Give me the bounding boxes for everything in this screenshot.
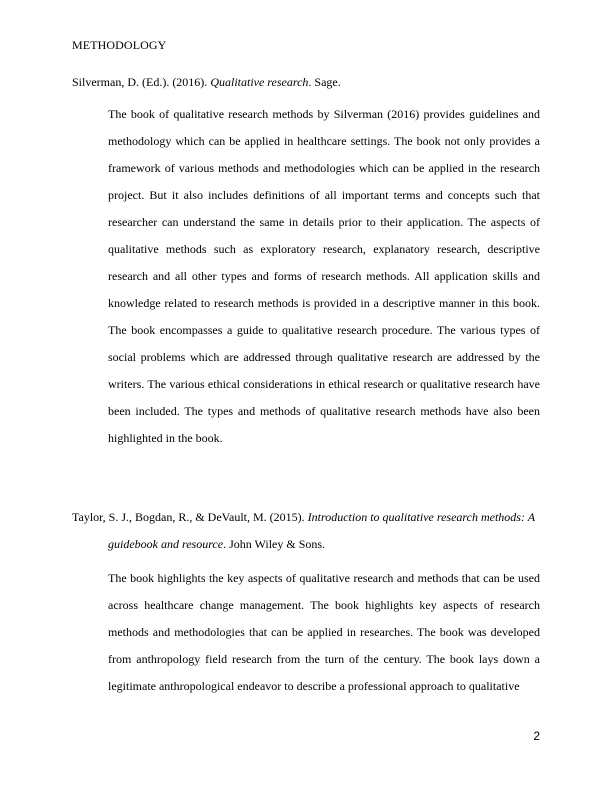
running-head: METHODOLOGY [72, 38, 167, 52]
reference-publisher: . Sage. [308, 75, 341, 89]
page-number: 2 [533, 729, 540, 743]
reference-title: Introduction to qualitative research methods: A [307, 510, 536, 524]
annotation-paragraph-taylor: The book highlights the key aspects of qualitative research and methods that can be used across healthcare change management. The book highlights key aspects of research methods and methodologies that can be applied in researches. The book was developed from anthropology field research from the turn of the century. The book lays down a legitimate anthropological endeavor to describe a professional approach to qualitative [108, 571, 540, 693]
reference-publisher: . John Wiley & Sons. [223, 536, 326, 551]
reference-continuation [72, 531, 540, 558]
reference-entry-silverman [72, 69, 540, 96]
reference-authors: Silverman, D. (Ed.). (2016). [72, 75, 211, 89]
annotation-paragraph-silverman: The book of qualitative research methods by Silverman (2016) provides guidelines and methodology which can be applied in healthcare settings. The book not only provides a framework of various methods and methodologies which can be applied in the research project. But it also includes definitions of all important terms and concepts such that researcher can understand the same in details prior to their application. The aspects of qualitative methods such as exploratory research, explanatory research, descriptive research and all other types and forms of research methods. All application skills and knowledge related to research methods is provided in a descriptive manner in this book. The book encompasses a guide to qualitative research procedure. The various types of social problems which are addressed through qualitative research are addressed by the writers. The various ethical considerations in ethical research or qualitative research have been included. The types and methods of qualitative research methods have also been highlighted in the book. [108, 107, 540, 445]
reference-title: Qualitative research [210, 75, 309, 89]
reference-title-continuation: guidebook and resource [108, 536, 224, 551]
reference-authors: Taylor, S. J., Bogdan, R., & DeVault, M. (2015). [72, 510, 308, 524]
reference-entry-taylor [72, 504, 540, 558]
